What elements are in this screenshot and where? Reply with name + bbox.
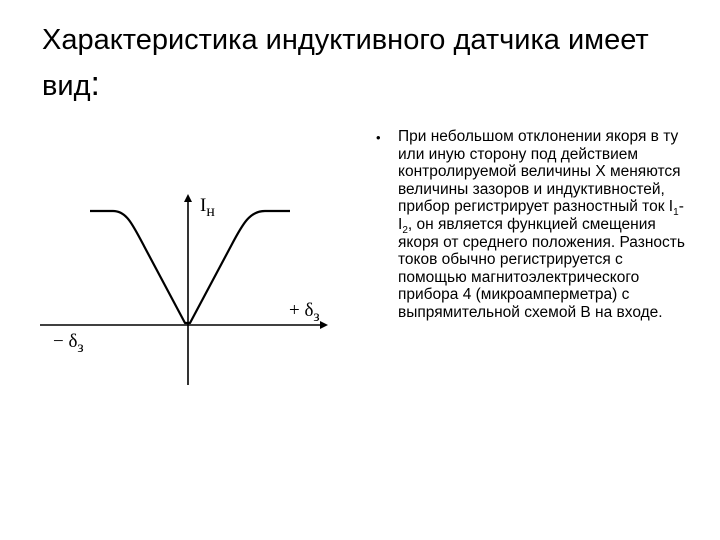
slide-title [42,18,702,108]
x-positive-label-main: + δ [289,300,314,321]
y-axis-label-main: I [200,195,207,216]
characteristic-graph [40,180,360,400]
bullet-subscript-2: 2 [402,225,408,237]
title-text: Характеристика индуктивного датчика имеет вид [42,24,649,102]
bullet-text [398,128,694,322]
x-positive-label-sub: з [313,307,320,325]
bullet-item [376,128,696,322]
bullet-text-part2: -I [398,198,684,233]
bullet-subscript-1: 1 [673,207,679,219]
x-negative-label-main: − δ [53,331,78,352]
title-colon: : [90,65,100,103]
x-negative-label [53,332,84,358]
bullet-text-part3: , он является функцией смещения якоря от среднего положения. Разность токов обычно регистрируется с помощью магнитоэлектрического прибора 4 (микроамперметра) с выпрямительной схемой В на входе. [398,215,685,321]
bullet-text-part1: При небольшом отклонении якоря в ту или иную сторону под действием контролируемой величины Х меняются величины зазоров и индуктивностей, прибор регистрирует разностный ток I [398,128,681,216]
bullet-icon: • [376,130,381,145]
x-positive-label [289,301,320,327]
y-axis-label-sub: н [206,202,215,220]
characteristic-curve [90,211,290,323]
y-axis-label [200,196,215,222]
x-negative-label-sub: з [77,338,84,356]
